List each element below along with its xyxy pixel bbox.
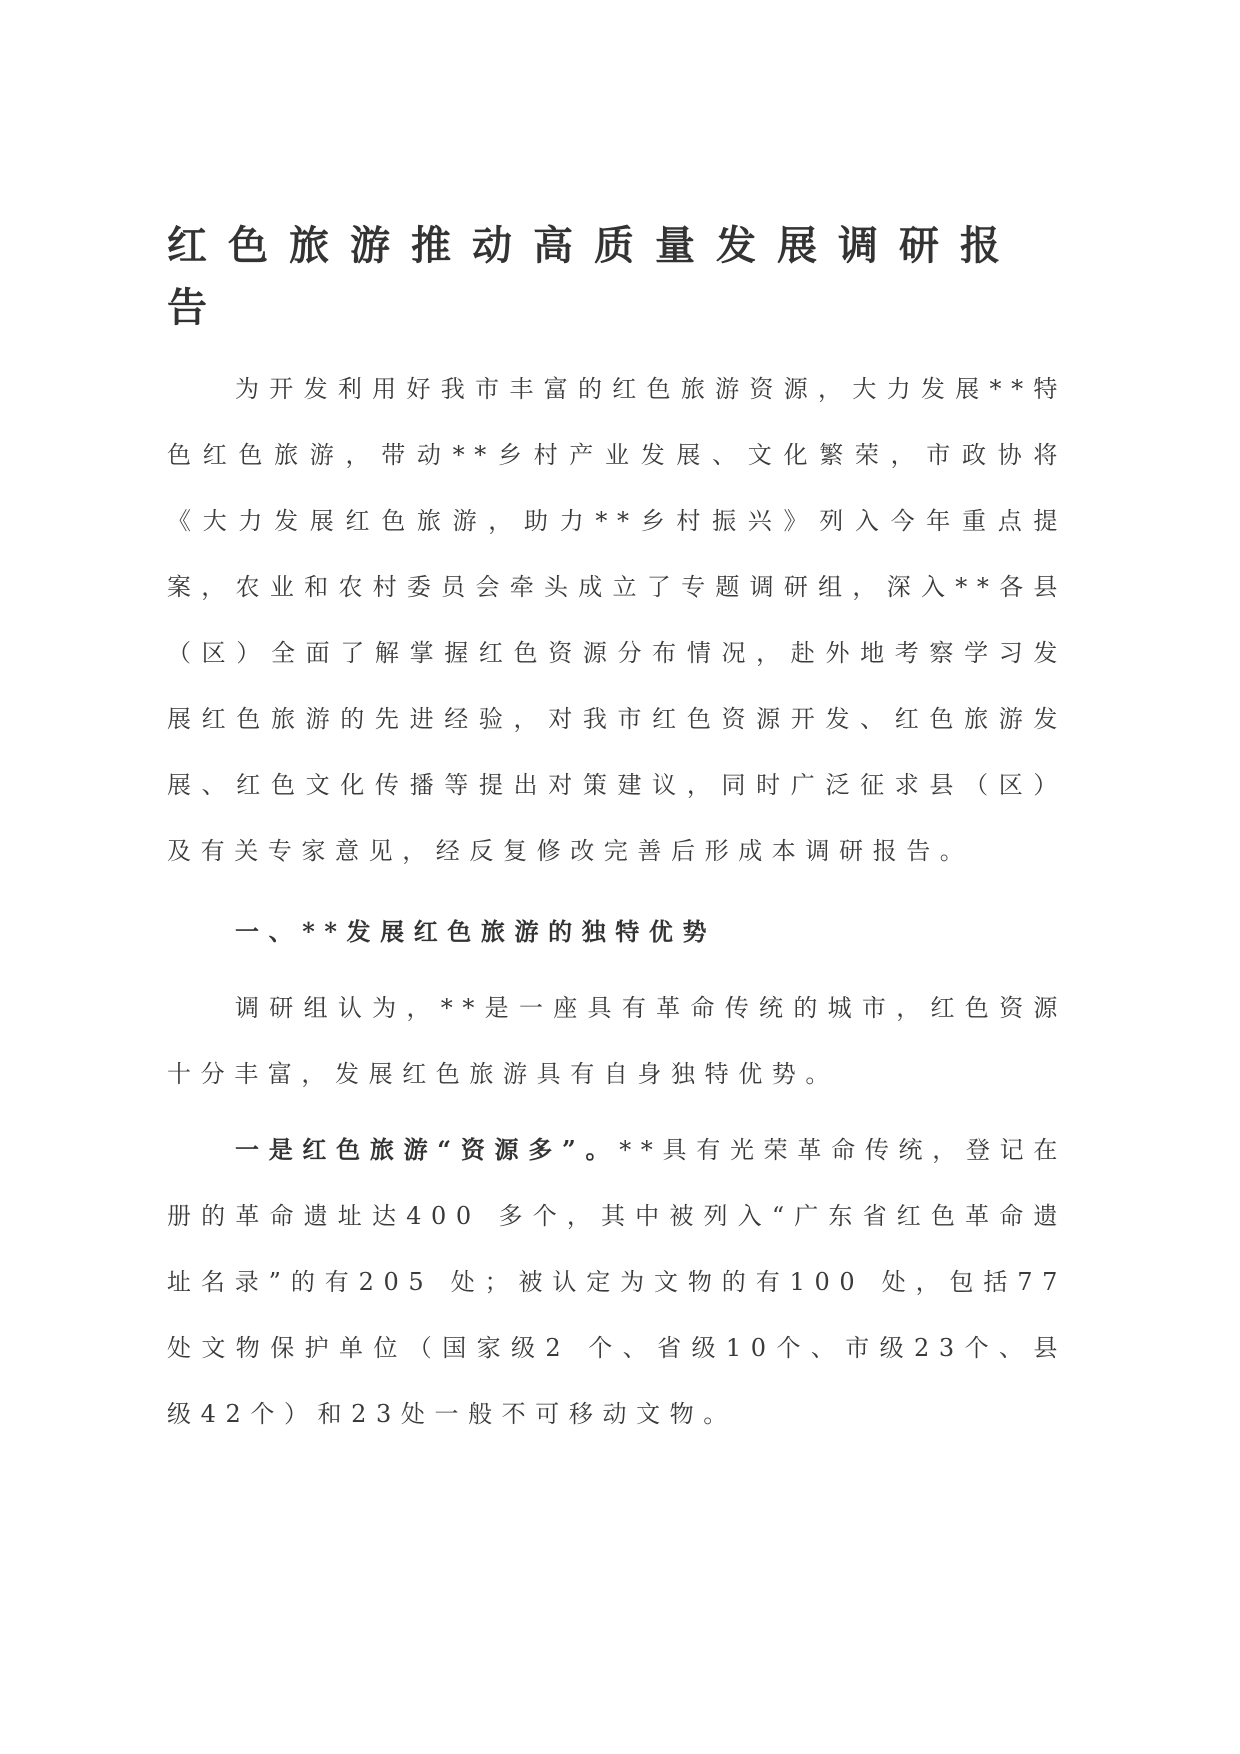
resources-paragraph: [167, 1117, 1067, 1447]
document-title: 红色旅游推动高质量发展调研报告: [167, 222, 1021, 331]
section-heading: 一、**发展红色旅游的独特优势: [235, 917, 717, 946]
section-intro-paragraph: 调研组认为，**是一座具有革命传统的城市，红色资源十分丰富，发展红色旅游具有自身独特优势。: [167, 994, 1067, 1088]
point-body: **具有光荣革命传统，登记在册的革命遗址达400 多个，其中被列入“广东省红色革命遗址名录”的有205 处；被认定为文物的有100 处，包括77 处文物保护单位（国家级2 个、省级10个、市级23个、县级42个）和23处一般不可移动文物。: [167, 1136, 1067, 1428]
intro-paragraph: 为开发利用好我市丰富的红色旅游资源，大力发展**特色红色旅游，带动**乡村产业发展、文化繁荣，市政协将《大力发展红色旅游，助力**乡村振兴》列入今年重点提案，农业和农村委员会牵头成立了专题调研组，深入**各县（区）全面了解掌握红色资源分布情况，赴外地考察学习发展红色旅游的先进经验，对我市红色资源开发、红色旅游发展、红色文化传播等提出对策建议，同时广泛征求县（区）及有关专家意见，经反复修改完善后形成本调研报告。: [167, 375, 1067, 865]
document-body: [167, 215, 1067, 1447]
point-lead: 一是红色旅游“资源多”。: [235, 1135, 620, 1164]
